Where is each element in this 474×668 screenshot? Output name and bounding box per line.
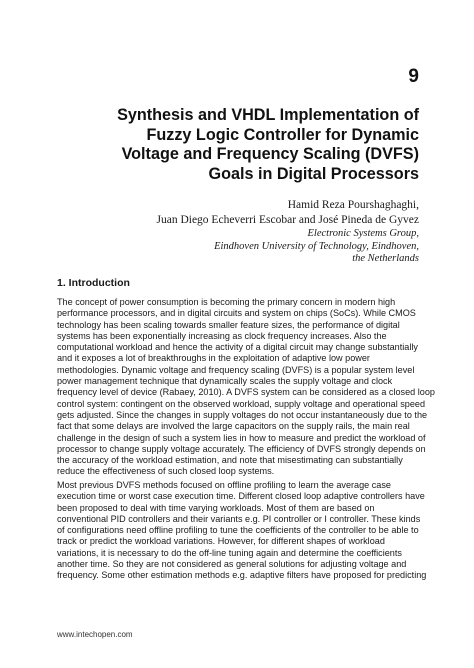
text-line: challenge in the design of such a system lies in how to measure and predict the workload of	[57, 432, 426, 443]
text-line: power management technique that dynamically scales the supply voltage and clock	[57, 376, 393, 387]
text-line: systems has been exponentially increasing as clock frequency increases. Also the	[57, 330, 387, 341]
text-line: frequency. Some other estimation methods e.g. adaptive filters have proposed for predicting	[57, 570, 427, 581]
text-line: control system: contingent on the observed workload, supply voltage and operational speed	[57, 398, 426, 409]
text-line: methodologies. Dynamic voltage and frequency scaling (DVFS) is a popular system level	[57, 364, 415, 375]
text-line: frequency level of device (Rabaey, 2010). A DVFS system can be considered as a closed loop	[57, 387, 435, 398]
text-line: fact that some delays are involved the large capacitors on the supply rails, the main real	[57, 421, 410, 432]
text-line: reduce the effectiveness of such closed loop systems.	[57, 466, 275, 477]
text-line: the accuracy of the workload estimation, and note that misestimating can substantially	[57, 455, 403, 466]
section-heading: 1. Introduction	[57, 277, 130, 289]
text-line: The concept of power consumption is becoming the primary concern in modern high	[57, 297, 396, 307]
text-line: another time. So they are not considered as general solutions for adjusting voltage and	[57, 559, 407, 570]
affiliation	[214, 228, 419, 266]
text-line: processor to change supply voltage accurately. The efficiency of DVFS strongly depends on	[57, 443, 426, 454]
paper-title	[60, 106, 419, 184]
paragraph-2	[57, 480, 427, 582]
text-line: and it exposes a lot of breakthroughs in the exploitation of adaptive low power	[57, 353, 370, 364]
title-line: Synthesis and VHDL Implementation of	[117, 106, 419, 124]
text-line: performance processors, and in digital circuits and system on chips (SoCs). While CMOS	[57, 308, 416, 319]
footer-url: www.intechopen.com	[57, 630, 133, 639]
text-line: track or predict the workload variations. However, for different shapes of workload	[57, 536, 385, 547]
text-line: conventional PID controllers and their variants e.g. PI controller or I controller. These kinds	[57, 513, 421, 524]
title-line: Voltage and Frequency Scaling (DVFS)	[121, 145, 419, 163]
text-line: variations, it is necessary to do the off-line tuning again and determine the coefficients	[57, 547, 402, 558]
title-line: Fuzzy Logic Controller for Dynamic	[146, 125, 419, 144]
paragraph-1	[57, 297, 435, 478]
text-line: been proposed to deal with time varying workloads. Most of them are based on	[57, 502, 375, 513]
text-line: technology has been scaling towards smaller feature sizes, the performance of digital	[57, 319, 400, 330]
author-line: Juan Diego Echeverri Escobar and José Pineda de Gyvez	[156, 214, 419, 226]
text-line: Most previous DVFS methods focused on offline profiling to learn the average case	[57, 480, 391, 490]
author-line: Hamid Reza Pourshaghaghi,	[287, 199, 419, 211]
text-line: gets adjusted. Since the changes in supply voltages do not occur instantaneously due to the	[57, 409, 428, 420]
affiliation-line: Eindhoven University of Technology, Eindhoven,	[214, 240, 419, 252]
text-line: execution time or worst case execution time. Different closed loop adaptive controllers have	[57, 491, 425, 502]
chapter-number: 9	[408, 66, 419, 87]
text-line: of configurations need offline profiling to tune the coefficients of the controller to be able to	[57, 525, 419, 536]
affiliation-line: Electronic Systems Group,	[307, 228, 419, 239]
authors	[157, 198, 420, 228]
title-line: Goals in Digital Processors	[208, 164, 419, 183]
text-line: computational workload and hence the activity of a digital circuit may change substantially	[57, 342, 418, 353]
affiliation-line: the Netherlands	[352, 253, 419, 264]
